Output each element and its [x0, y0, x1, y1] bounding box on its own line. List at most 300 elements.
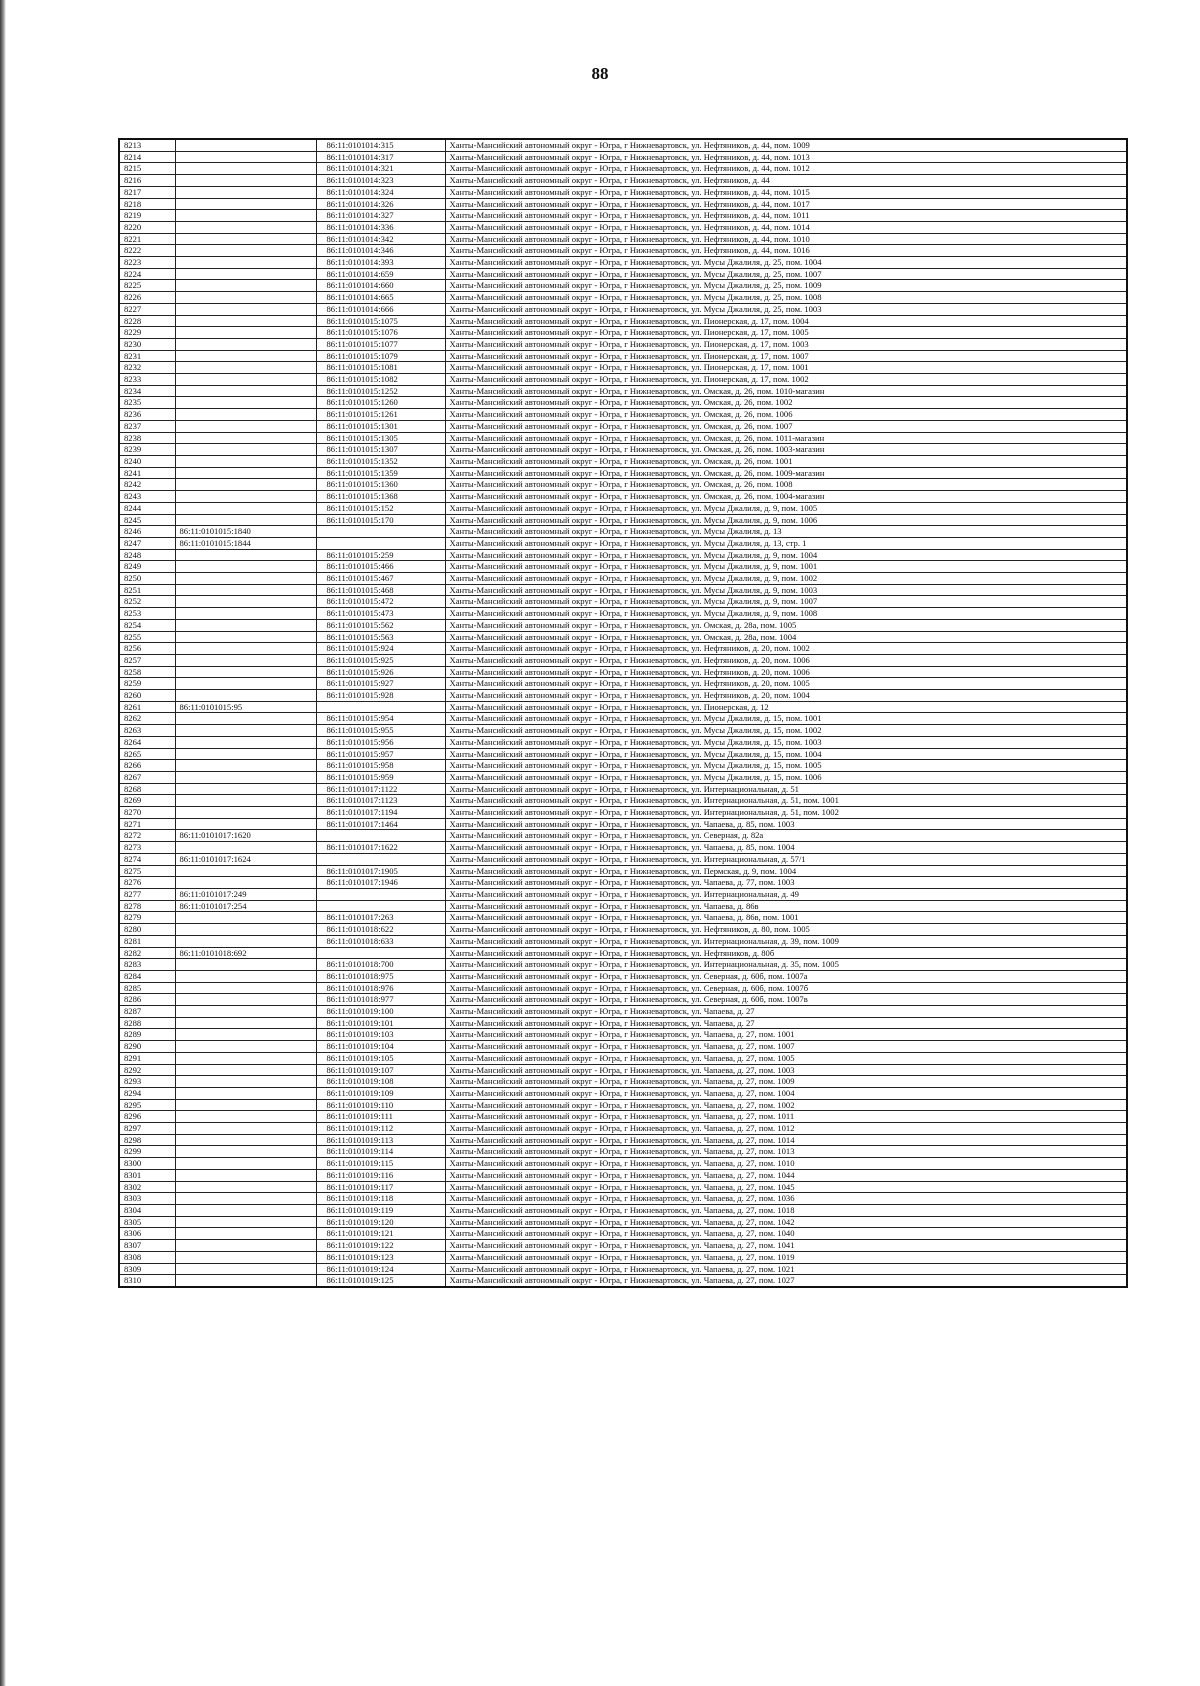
row-number: 8214	[119, 151, 175, 163]
row-number: 8242	[119, 479, 175, 491]
row-number: 8213	[119, 139, 175, 151]
address: Ханты-Мансийский автономный округ - Югра, г Нижневартовск, ул. Интернациональная, д. 57/1	[445, 853, 1127, 865]
address: Ханты-Мансийский автономный округ - Югра, г Нижневартовск, ул. Северная, д. 82а	[445, 830, 1127, 842]
row-number: 8305	[119, 1216, 175, 1228]
row-number: 8303	[119, 1193, 175, 1205]
address: Ханты-Мансийский автономный округ - Югра, г Нижневартовск, ул. Омская, д. 26, пом. 1001	[445, 455, 1127, 467]
parent-cadastral-number	[175, 736, 316, 748]
address: Ханты-Мансийский автономный округ - Югра, г Нижневартовск, ул. Чапаева, д. 27, пом. 1003	[445, 1064, 1127, 1076]
row-number: 8244	[119, 502, 175, 514]
parent-cadastral-number	[175, 608, 316, 620]
cadastral-number	[316, 830, 445, 842]
registry-body	[119, 139, 1127, 1287]
cadastral-number: 86:11:0101015:1305	[316, 432, 445, 444]
row-number: 8219	[119, 210, 175, 222]
table-row	[119, 713, 1127, 725]
address: Ханты-Мансийский автономный округ - Югра, г Нижневартовск, ул. Мусы Джалиля, д. 15, пом. 1006	[445, 771, 1127, 783]
cadastral-number: 86:11:0101014:321	[316, 163, 445, 175]
parent-cadastral-number	[175, 514, 316, 526]
cadastral-number: 86:11:0101015:924	[316, 643, 445, 655]
table-row	[119, 924, 1127, 936]
table-row	[119, 842, 1127, 854]
address: Ханты-Мансийский автономный округ - Югра, г Нижневартовск, ул. Мусы Джалиля, д. 25, пом. 1009	[445, 280, 1127, 292]
row-number: 8287	[119, 1006, 175, 1018]
table-row	[119, 1204, 1127, 1216]
address: Ханты-Мансийский автономный округ - Югра, г Нижневартовск, ул. Северная, д. 60б, пом. 1007б	[445, 982, 1127, 994]
row-number: 8309	[119, 1263, 175, 1275]
parent-cadastral-number	[175, 1146, 316, 1158]
address: Ханты-Мансийский автономный округ - Югра, г Нижневартовск, ул. Мусы Джалиля, д. 9, пом. 1008	[445, 608, 1127, 620]
cadastral-number: 86:11:0101015:1075	[316, 315, 445, 327]
cadastral-number: 86:11:0101015:1260	[316, 397, 445, 409]
cadastral-number: 86:11:0101019:115	[316, 1158, 445, 1170]
cadastral-number	[316, 889, 445, 901]
address: Ханты-Мансийский автономный округ - Югра, г Нижневартовск, ул. Чапаева, д. 86в, пом. 1001	[445, 912, 1127, 924]
cadastral-number: 86:11:0101014:317	[316, 151, 445, 163]
address: Ханты-Мансийский автономный округ - Югра, г Нижневартовск, ул. Омская, д. 26, пом. 1009-магазин	[445, 467, 1127, 479]
table-row	[119, 1169, 1127, 1181]
cadastral-number	[316, 900, 445, 912]
row-number: 8245	[119, 514, 175, 526]
address: Ханты-Мансийский автономный округ - Югра, г Нижневартовск, ул. Пионерская, д. 17, пом. 1005	[445, 327, 1127, 339]
table-row	[119, 631, 1127, 643]
parent-cadastral-number: 86:11:0101015:1844	[175, 537, 316, 549]
parent-cadastral-number	[175, 1006, 316, 1018]
row-number: 8255	[119, 631, 175, 643]
cadastral-number: 86:11:0101015:956	[316, 736, 445, 748]
cadastral-number: 86:11:0101017:1194	[316, 807, 445, 819]
address: Ханты-Мансийский автономный округ - Югра, г Нижневартовск, ул. Чапаева, д. 27	[445, 1017, 1127, 1029]
row-number: 8295	[119, 1099, 175, 1111]
cadastral-number: 86:11:0101014:393	[316, 257, 445, 269]
table-row	[119, 338, 1127, 350]
parent-cadastral-number	[175, 573, 316, 585]
parent-cadastral-number: 86:11:0101018:692	[175, 947, 316, 959]
row-number: 8290	[119, 1041, 175, 1053]
address: Ханты-Мансийский автономный округ - Югра, г Нижневартовск, ул. Чапаева, д. 77, пом. 1003	[445, 877, 1127, 889]
row-number: 8246	[119, 526, 175, 538]
cadastral-number: 86:11:0101019:113	[316, 1134, 445, 1146]
row-number: 8288	[119, 1017, 175, 1029]
table-row	[119, 596, 1127, 608]
parent-cadastral-number	[175, 631, 316, 643]
cadastral-number: 86:11:0101015:1359	[316, 467, 445, 479]
cadastral-number: 86:11:0101014:342	[316, 233, 445, 245]
table-row	[119, 783, 1127, 795]
address: Ханты-Мансийский автономный округ - Югра, г Нижневартовск, ул. Чапаева, д. 27	[445, 1006, 1127, 1018]
cadastral-number: 86:11:0101015:473	[316, 608, 445, 620]
address: Ханты-Мансийский автономный округ - Югра, г Нижневартовск, ул. Нефтяников, д. 44, пом. 1013	[445, 151, 1127, 163]
row-number: 8279	[119, 912, 175, 924]
cadastral-number: 86:11:0101014:665	[316, 292, 445, 304]
row-number: 8243	[119, 491, 175, 503]
row-number: 8283	[119, 959, 175, 971]
table-row	[119, 889, 1127, 901]
row-number: 8240	[119, 455, 175, 467]
address: Ханты-Мансийский автономный округ - Югра, г Нижневартовск, ул. Нефтяников, д. 20, пом. 1004	[445, 690, 1127, 702]
parent-cadastral-number	[175, 1181, 316, 1193]
parent-cadastral-number	[175, 315, 316, 327]
table-row	[119, 678, 1127, 690]
row-number: 8302	[119, 1181, 175, 1193]
address: Ханты-Мансийский автономный округ - Югра, г Нижневартовск, ул. Мусы Джалиля, д. 25, пом. 1007	[445, 268, 1127, 280]
parent-cadastral-number	[175, 350, 316, 362]
row-number: 8230	[119, 338, 175, 350]
cadastral-number: 86:11:0101014:660	[316, 280, 445, 292]
row-number: 8266	[119, 760, 175, 772]
cadastral-number	[316, 701, 445, 713]
parent-cadastral-number	[175, 1111, 316, 1123]
parent-cadastral-number	[175, 678, 316, 690]
cadastral-number: 86:11:0101015:957	[316, 748, 445, 760]
cadastral-number: 86:11:0101019:111	[316, 1111, 445, 1123]
cadastral-number: 86:11:0101015:927	[316, 678, 445, 690]
address: Ханты-Мансийский автономный округ - Югра, г Нижневартовск, ул. Мусы Джалиля, д. 9, пом. 1001	[445, 561, 1127, 573]
table-row	[119, 643, 1127, 655]
parent-cadastral-number	[175, 186, 316, 198]
address: Ханты-Мансийский автономный округ - Югра, г Нижневартовск, ул. Чапаева, д. 27, пом. 1021	[445, 1263, 1127, 1275]
table-row	[119, 491, 1127, 503]
row-number: 8223	[119, 257, 175, 269]
row-number: 8270	[119, 807, 175, 819]
address: Ханты-Мансийский автономный округ - Югра, г Нижневартовск, ул. Нефтяников, д. 20, пом. 1002	[445, 643, 1127, 655]
table-row	[119, 1076, 1127, 1088]
address: Ханты-Мансийский автономный округ - Югра, г Нижневартовск, ул. Чапаева, д. 27, пом. 1010	[445, 1158, 1127, 1170]
address: Ханты-Мансийский автономный округ - Югра, г Нижневартовск, ул. Нефтяников, д. 44, пом. 1009	[445, 139, 1127, 151]
address: Ханты-Мансийский автономный округ - Югра, г Нижневартовск, ул. Мусы Джалиля, д. 9, пом. 1005	[445, 502, 1127, 514]
table-row	[119, 795, 1127, 807]
address: Ханты-Мансийский автономный округ - Югра, г Нижневартовск, ул. Чапаева, д. 27, пом. 1040	[445, 1228, 1127, 1240]
parent-cadastral-number	[175, 1064, 316, 1076]
parent-cadastral-number	[175, 280, 316, 292]
cadastral-number: 86:11:0101019:119	[316, 1204, 445, 1216]
cadastral-number: 86:11:0101015:1081	[316, 362, 445, 374]
row-number: 8257	[119, 654, 175, 666]
table-row	[119, 467, 1127, 479]
cadastral-number: 86:11:0101014:327	[316, 210, 445, 222]
row-number: 8232	[119, 362, 175, 374]
address: Ханты-Мансийский автономный округ - Югра, г Нижневартовск, ул. Нефтяников, д. 44, пом. 1015	[445, 186, 1127, 198]
row-number: 8229	[119, 327, 175, 339]
table-row	[119, 432, 1127, 444]
table-row	[119, 526, 1127, 538]
row-number: 8285	[119, 982, 175, 994]
address: Ханты-Мансийский автономный округ - Югра, г Нижневартовск, ул. Пионерская, д. 17, пом. 1004	[445, 315, 1127, 327]
row-number: 8269	[119, 795, 175, 807]
address: Ханты-Мансийский автономный округ - Югра, г Нижневартовск, ул. Мусы Джалиля, д. 13	[445, 526, 1127, 538]
table-row	[119, 1017, 1127, 1029]
table-row	[119, 186, 1127, 198]
parent-cadastral-number	[175, 479, 316, 491]
row-number: 8252	[119, 596, 175, 608]
address: Ханты-Мансийский автономный округ - Югра, г Нижневартовск, ул. Мусы Джалиля, д. 15, пом. 1002	[445, 725, 1127, 737]
cadastral-number: 86:11:0101014:326	[316, 198, 445, 210]
table-row	[119, 1275, 1127, 1287]
table-row	[119, 455, 1127, 467]
cadastral-number: 86:11:0101015:472	[316, 596, 445, 608]
table-row	[119, 970, 1127, 982]
address: Ханты-Мансийский автономный округ - Югра, г Нижневартовск, ул. Нефтяников, д. 20, пом. 1006	[445, 654, 1127, 666]
parent-cadastral-number	[175, 151, 316, 163]
table-row	[119, 350, 1127, 362]
parent-cadastral-number	[175, 877, 316, 889]
address: Ханты-Мансийский автономный округ - Югра, г Нижневартовск, ул. Нефтяников, д. 44, пом. 1012	[445, 163, 1127, 175]
row-number: 8274	[119, 853, 175, 865]
table-row	[119, 245, 1127, 257]
table-row	[119, 666, 1127, 678]
table-row	[119, 619, 1127, 631]
address: Ханты-Мансийский автономный округ - Югра, г Нижневартовск, ул. Чапаева, д. 27, пом. 1042	[445, 1216, 1127, 1228]
address: Ханты-Мансийский автономный округ - Югра, г Нижневартовск, ул. Чапаева, д. 27, пом. 1005	[445, 1052, 1127, 1064]
parent-cadastral-number	[175, 1263, 316, 1275]
parent-cadastral-number	[175, 654, 316, 666]
table-row	[119, 1158, 1127, 1170]
parent-cadastral-number	[175, 455, 316, 467]
row-number: 8280	[119, 924, 175, 936]
cadastral-number	[316, 853, 445, 865]
cadastral-number: 86:11:0101015:1252	[316, 385, 445, 397]
address: Ханты-Мансийский автономный округ - Югра, г Нижневартовск, ул. Мусы Джалиля, д. 15, пом. 1003	[445, 736, 1127, 748]
cadastral-number: 86:11:0101015:1360	[316, 479, 445, 491]
address: Ханты-Мансийский автономный округ - Югра, г Нижневартовск, ул. Мусы Джалиля, д. 9, пом. 1006	[445, 514, 1127, 526]
row-number: 8278	[119, 900, 175, 912]
row-number: 8297	[119, 1123, 175, 1135]
table-row	[119, 573, 1127, 585]
page-number: 88	[591, 64, 609, 83]
cadastral-number: 86:11:0101015:1077	[316, 338, 445, 350]
parent-cadastral-number	[175, 713, 316, 725]
row-number: 8236	[119, 409, 175, 421]
cadastral-number: 86:11:0101019:123	[316, 1251, 445, 1263]
cadastral-number: 86:11:0101015:928	[316, 690, 445, 702]
address: Ханты-Мансийский автономный округ - Югра, г Нижневартовск, ул. Нефтяников, д. 44, пом. 1017	[445, 198, 1127, 210]
row-number: 8225	[119, 280, 175, 292]
table-row	[119, 877, 1127, 889]
cadastral-number: 86:11:0101017:263	[316, 912, 445, 924]
address: Ханты-Мансийский автономный округ - Югра, г Нижневартовск, ул. Омская, д. 26, пом. 1010-магазин	[445, 385, 1127, 397]
row-number: 8258	[119, 666, 175, 678]
cadastral-number: 86:11:0101018:622	[316, 924, 445, 936]
cadastral-number: 86:11:0101015:259	[316, 549, 445, 561]
cadastral-number: 86:11:0101017:1123	[316, 795, 445, 807]
row-number: 8296	[119, 1111, 175, 1123]
table-row	[119, 935, 1127, 947]
table-row	[119, 385, 1127, 397]
scan-edge	[0, 0, 6, 1686]
row-number: 8282	[119, 947, 175, 959]
address: Ханты-Мансийский автономный округ - Югра, г Нижневартовск, ул. Интернациональная, д. 51, пом. 1001	[445, 795, 1127, 807]
parent-cadastral-number	[175, 1216, 316, 1228]
table-row	[119, 221, 1127, 233]
table-row	[119, 537, 1127, 549]
cadastral-number: 86:11:0101019:105	[316, 1052, 445, 1064]
address: Ханты-Мансийский автономный округ - Югра, г Нижневартовск, ул. Мусы Джалиля, д. 13, стр. 1	[445, 537, 1127, 549]
parent-cadastral-number	[175, 1087, 316, 1099]
table-row	[119, 280, 1127, 292]
row-number: 8248	[119, 549, 175, 561]
cadastral-number: 86:11:0101018:700	[316, 959, 445, 971]
table-row	[119, 151, 1127, 163]
parent-cadastral-number	[175, 221, 316, 233]
cadastral-number: 86:11:0101014:324	[316, 186, 445, 198]
cadastral-number: 86:11:0101019:109	[316, 1087, 445, 1099]
parent-cadastral-number	[175, 292, 316, 304]
cadastral-number: 86:11:0101019:124	[316, 1263, 445, 1275]
row-number: 8254	[119, 619, 175, 631]
parent-cadastral-number	[175, 432, 316, 444]
address: Ханты-Мансийский автономный округ - Югра, г Нижневартовск, ул. Омская, д. 28а, пом. 1004	[445, 631, 1127, 643]
parent-cadastral-number	[175, 374, 316, 386]
parent-cadastral-number	[175, 549, 316, 561]
row-number: 8308	[119, 1251, 175, 1263]
row-number: 8267	[119, 771, 175, 783]
cadastral-number: 86:11:0101019:117	[316, 1181, 445, 1193]
address: Ханты-Мансийский автономный округ - Югра, г Нижневартовск, ул. Нефтяников, д. 20, пом. 1006	[445, 666, 1127, 678]
cadastral-number: 86:11:0101019:121	[316, 1228, 445, 1240]
row-number: 8291	[119, 1052, 175, 1064]
parent-cadastral-number	[175, 619, 316, 631]
parent-cadastral-number	[175, 1251, 316, 1263]
address: Ханты-Мансийский автономный округ - Югра, г Нижневартовск, ул. Чапаева, д. 27, пом. 1011	[445, 1111, 1127, 1123]
address: Ханты-Мансийский автономный округ - Югра, г Нижневартовск, ул. Северная, д. 60б, пом. 1007а	[445, 970, 1127, 982]
cadastral-number	[316, 947, 445, 959]
address: Ханты-Мансийский автономный округ - Югра, г Нижневартовск, ул. Нефтяников, д. 44, пом. 1016	[445, 245, 1127, 257]
table-row	[119, 853, 1127, 865]
address: Ханты-Мансийский автономный округ - Югра, г Нижневартовск, ул. Чапаева, д. 27, пом. 1002	[445, 1099, 1127, 1111]
table-row	[119, 912, 1127, 924]
table-row	[119, 210, 1127, 222]
row-number: 8237	[119, 420, 175, 432]
parent-cadastral-number	[175, 865, 316, 877]
table-row	[119, 561, 1127, 573]
parent-cadastral-number	[175, 760, 316, 772]
cadastral-number: 86:11:0101019:107	[316, 1064, 445, 1076]
table-row	[119, 690, 1127, 702]
parent-cadastral-number	[175, 268, 316, 280]
parent-cadastral-number	[175, 1099, 316, 1111]
parent-cadastral-number	[175, 994, 316, 1006]
parent-cadastral-number	[175, 783, 316, 795]
cadastral-number: 86:11:0101017:1622	[316, 842, 445, 854]
table-row	[119, 315, 1127, 327]
address: Ханты-Мансийский автономный округ - Югра, г Нижневартовск, ул. Интернациональная, д. 35, пом. 1005	[445, 959, 1127, 971]
parent-cadastral-number	[175, 1017, 316, 1029]
table-row	[119, 175, 1127, 187]
table-row	[119, 1087, 1127, 1099]
address: Ханты-Мансийский автономный округ - Югра, г Нижневартовск, ул. Чапаева, д. 85, пом. 1003	[445, 818, 1127, 830]
table-row	[119, 900, 1127, 912]
table-row	[119, 771, 1127, 783]
parent-cadastral-number	[175, 210, 316, 222]
cadastral-number: 86:11:0101014:336	[316, 221, 445, 233]
cadastral-number: 86:11:0101014:659	[316, 268, 445, 280]
parent-cadastral-number	[175, 502, 316, 514]
address: Ханты-Мансийский автономный округ - Югра, г Нижневартовск, ул. Нефтяников, д. 80, пом. 1005	[445, 924, 1127, 936]
table-row	[119, 163, 1127, 175]
cadastral-number: 86:11:0101014:323	[316, 175, 445, 187]
table-row	[119, 701, 1127, 713]
cadastral-number: 86:11:0101019:120	[316, 1216, 445, 1228]
row-number: 8222	[119, 245, 175, 257]
address: Ханты-Мансийский автономный округ - Югра, г Нижневартовск, ул. Мусы Джалиля, д. 15, пом. 1005	[445, 760, 1127, 772]
address: Ханты-Мансийский автономный округ - Югра, г Нижневартовск, ул. Чапаева, д. 27, пом. 1007	[445, 1041, 1127, 1053]
row-number: 8306	[119, 1228, 175, 1240]
cadastral-number: 86:11:0101015:467	[316, 573, 445, 585]
cadastral-number: 86:11:0101017:1946	[316, 877, 445, 889]
parent-cadastral-number	[175, 935, 316, 947]
table-row	[119, 1181, 1127, 1193]
address: Ханты-Мансийский автономный округ - Югра, г Нижневартовск, ул. Интернациональная, д. 39, пом. 1009	[445, 935, 1127, 947]
cadastral-number: 86:11:0101015:958	[316, 760, 445, 772]
parent-cadastral-number	[175, 1204, 316, 1216]
cadastral-number: 86:11:0101019:103	[316, 1029, 445, 1041]
parent-cadastral-number	[175, 409, 316, 421]
parent-cadastral-number	[175, 584, 316, 596]
parent-cadastral-number	[175, 818, 316, 830]
parent-cadastral-number	[175, 807, 316, 819]
address: Ханты-Мансийский автономный округ - Югра, г Нижневартовск, ул. Нефтяников, д. 80б	[445, 947, 1127, 959]
row-number: 8260	[119, 690, 175, 702]
table-row	[119, 865, 1127, 877]
table-row	[119, 818, 1127, 830]
parent-cadastral-number: 86:11:0101017:1620	[175, 830, 316, 842]
parent-cadastral-number	[175, 1275, 316, 1287]
cadastral-number: 86:11:0101019:118	[316, 1193, 445, 1205]
parent-cadastral-number	[175, 1052, 316, 1064]
table-row	[119, 514, 1127, 526]
parent-cadastral-number	[175, 327, 316, 339]
address: Ханты-Мансийский автономный округ - Югра, г Нижневартовск, ул. Мусы Джалиля, д. 9, пом. 1007	[445, 596, 1127, 608]
table-row	[119, 1240, 1127, 1252]
cadastral-number: 86:11:0101015:468	[316, 584, 445, 596]
table-row	[119, 444, 1127, 456]
table-row	[119, 292, 1127, 304]
parent-cadastral-number	[175, 397, 316, 409]
table-row	[119, 830, 1127, 842]
table-row	[119, 233, 1127, 245]
address: Ханты-Мансийский автономный округ - Югра, г Нижневартовск, ул. Северная, д. 60б, пом. 1007в	[445, 994, 1127, 1006]
cadastral-number: 86:11:0101019:122	[316, 1240, 445, 1252]
row-number: 8310	[119, 1275, 175, 1287]
table-row	[119, 1216, 1127, 1228]
address: Ханты-Мансийский автономный округ - Югра, г Нижневартовск, ул. Чапаева, д. 85, пом. 1004	[445, 842, 1127, 854]
address: Ханты-Мансийский автономный округ - Югра, г Нижневартовск, ул. Омская, д. 26, пом. 1007	[445, 420, 1127, 432]
cadastral-number: 86:11:0101019:101	[316, 1017, 445, 1029]
row-number: 8292	[119, 1064, 175, 1076]
address: Ханты-Мансийский автономный округ - Югра, г Нижневартовск, ул. Чапаева, д. 27, пом. 1041	[445, 1240, 1127, 1252]
parent-cadastral-number	[175, 842, 316, 854]
row-number: 8238	[119, 432, 175, 444]
parent-cadastral-number: 86:11:0101017:249	[175, 889, 316, 901]
table-row	[119, 268, 1127, 280]
table-row	[119, 959, 1127, 971]
address: Ханты-Мансийский автономный округ - Югра, г Нижневартовск, ул. Чапаева, д. 27, пом. 1009	[445, 1076, 1127, 1088]
row-number: 8300	[119, 1158, 175, 1170]
cadastral-number: 86:11:0101015:954	[316, 713, 445, 725]
parent-cadastral-number	[175, 175, 316, 187]
row-number: 8228	[119, 315, 175, 327]
table-row	[119, 1099, 1127, 1111]
parent-cadastral-number	[175, 982, 316, 994]
cadastral-number: 86:11:0101015:1076	[316, 327, 445, 339]
row-number: 8293	[119, 1076, 175, 1088]
address: Ханты-Мансийский автономный округ - Югра, г Нижневартовск, ул. Омская, д. 26, пом. 1003-магазин	[445, 444, 1127, 456]
row-number: 8289	[119, 1029, 175, 1041]
address: Ханты-Мансийский автономный округ - Югра, г Нижневартовск, ул. Мусы Джалиля, д. 9, пом. 1004	[445, 549, 1127, 561]
address: Ханты-Мансийский автономный округ - Югра, г Нижневартовск, ул. Мусы Джалиля, д. 25, пом. 1008	[445, 292, 1127, 304]
parent-cadastral-number	[175, 1228, 316, 1240]
address: Ханты-Мансийский автономный округ - Югра, г Нижневартовск, ул. Омская, д. 26, пом. 1006	[445, 409, 1127, 421]
